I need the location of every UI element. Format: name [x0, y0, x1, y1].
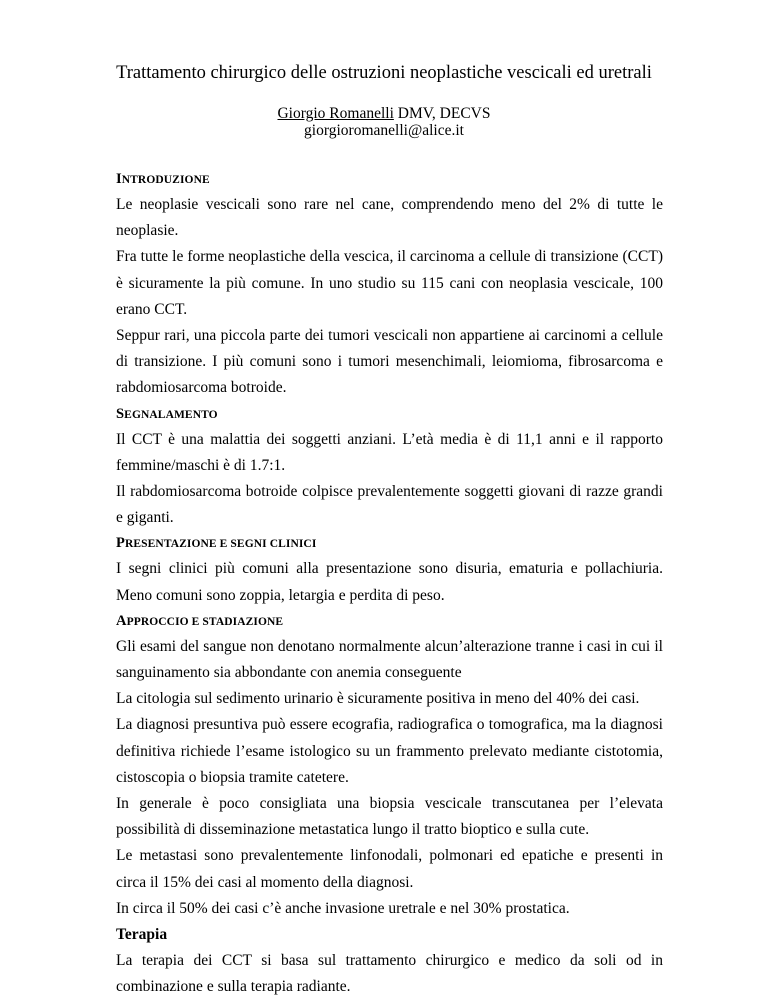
paragraph: La citologia sul sedimento urinario è sicuramente positiva in meno del 40% dei casi.	[116, 690, 640, 708]
document-body	[116, 167, 663, 1000]
paragraph: In generale è poco consigliata una biopsia vescicale transcutanea per l’elevata possibilità di disseminazione metastatica lungo il tratto bioptico e sulla cute.	[116, 795, 663, 839]
author-name: Giorgio Romanelli	[277, 105, 394, 122]
paragraph: Fra tutte le forme neoplastiche della vescica, il carcinoma a cellule di transizione (CCT) è sicuramente la più comune. In uno studio su 115 cani con neoplasia vescicale, 100 erano CCT.	[116, 248, 663, 318]
paragraph: Gli esami del sangue non denotano normalmente alcun’alterazione tranne i casi in cui il sanguinamento sia abbondante con anemia conseguente	[116, 637, 663, 682]
paragraph: La diagnosi presuntiva può essere ecografia, radiografica o tomografica, ma la diagnosi definitiva richiede l’esame istologico su un frammento prelevato mediante cistotomia, cistoscopia o biopsia tramite catetere.	[116, 716, 663, 786]
paragraph: Il CCT è una malattia dei soggetti anziani. L’età media è di 11,1 anni e il rapporto femmine/maschi è di 1.7:1.	[116, 430, 663, 474]
author-block	[0, 105, 768, 139]
paragraph: Il rabdomiosarcoma botroide colpisce prevalentemente soggetti giovani di razze grandi e giganti.	[116, 483, 663, 527]
paragraph: Seppur rari, una piccola parte dei tumori vescicali non appartiene ai carcinomi a cellule di transizione. I più comuni sono i tumori mesenchimali, leiomioma, fibrosarcoma e rabdomiosarcoma botroide.	[116, 327, 663, 397]
section-heading-presentazione: PRESENTAZIONE E SEGNI CLINICI	[116, 535, 317, 552]
section-heading-segnalamento: SEGNALAMENTO	[116, 405, 218, 422]
paragraph: Le metastasi sono prevalentemente linfonodali, polmonari ed epatiche e presenti in circa il 15% dei casi al momento della diagnosi.	[116, 847, 663, 891]
section-heading-introduzione: INTRODUZIONE	[116, 171, 210, 187]
document-title: Trattamento chirurgico delle ostruzioni neoplastiche vescicali ed uretrali	[116, 63, 652, 83]
paragraph: Le neoplasie vescicali sono rare nel cane, comprendendo meno del 2% di tutte le neoplasie.	[116, 196, 663, 240]
author-email: giorgioromanelli@alice.it	[304, 122, 464, 139]
paragraph: In circa il 50% dei casi c’è anche invasione uretrale e nel 30% prostatica.	[116, 899, 570, 917]
author-line	[0, 105, 768, 122]
paragraph: I segni clinici più comuni alla presentazione sono disuria, ematuria e pollachiuria. Meno comuni sono zoppia, letargia e perdita di peso.	[116, 560, 663, 604]
author-credentials: DMV, DECVS	[393, 105, 491, 122]
section-heading-terapia: Terapia	[116, 926, 168, 944]
section-heading-approccio: APPROCCIO E STADIAZIONE	[116, 612, 284, 629]
paragraph: La terapia dei CCT si basa sul trattamento chirurgico e medico da soli od in combinazione e sulla terapia radiante.	[116, 952, 663, 996]
